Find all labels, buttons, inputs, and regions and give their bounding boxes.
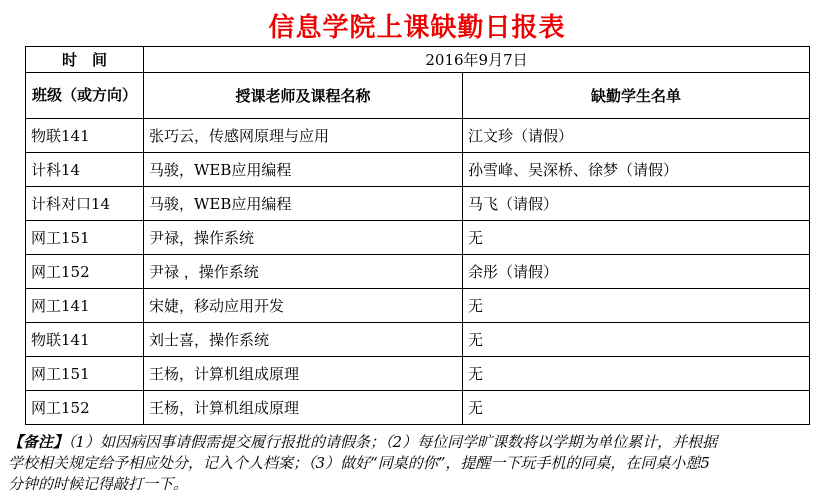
- teacher-course-cell: 王杨，计算机组成原理: [144, 391, 463, 425]
- table-row: [26, 119, 810, 153]
- class-header-cell: 班级（或方向）: [26, 73, 144, 119]
- teacher-course-cell: 张巧云，传感网原理与应用: [144, 119, 463, 153]
- absent-students-cell: 马飞（请假）: [463, 187, 810, 221]
- teacher-course-header-cell: 授课老师及课程名称: [144, 73, 463, 119]
- remark-label: 【备注】: [8, 433, 69, 451]
- class-cell: 计科对口14: [26, 187, 144, 221]
- table-row: [26, 391, 810, 425]
- class-cell: 网工151: [26, 221, 144, 255]
- remark-line: 分钟的时候记得敲打一下。: [8, 475, 189, 490]
- class-cell: 网工141: [26, 289, 144, 323]
- teacher-course-cell: 刘士喜，操作系统: [144, 323, 463, 357]
- table-row: [26, 153, 810, 187]
- teacher-course-cell: 马骏，WEB应用编程: [144, 153, 463, 187]
- absent-students-cell: 无: [463, 357, 810, 391]
- remark-line: [8, 432, 826, 453]
- table-row: [26, 187, 810, 221]
- table-row: [26, 323, 810, 357]
- absent-header-cell: 缺勤学生名单: [463, 73, 810, 119]
- absent-students-cell: 孙雪峰、吴深桥、徐梦（请假）: [463, 153, 810, 187]
- absent-students-cell: 江文珍（请假）: [463, 119, 810, 153]
- absent-students-cell: 无: [463, 221, 810, 255]
- time-row: [26, 47, 810, 73]
- header-row: [26, 73, 810, 119]
- teacher-course-cell: 尹禄 ，操作系统: [144, 255, 463, 289]
- teacher-course-cell: 宋婕，移动应用开发: [144, 289, 463, 323]
- remark-line: 学校相关规定给予相应处分，记入个人档案；（3）做好“同桌的你”，提醒一下玩手机的同桌，在同桌小憩5: [8, 454, 710, 472]
- class-cell: 物联141: [26, 119, 144, 153]
- class-cell: 计科14: [26, 153, 144, 187]
- page-title: 信息学院上课缺勤日报表: [268, 13, 566, 43]
- absent-students-cell: 无: [463, 323, 810, 357]
- attendance-table: [25, 46, 810, 425]
- teacher-course-cell: 马骏，WEB应用编程: [144, 187, 463, 221]
- remark: [8, 432, 826, 490]
- table-row: [26, 357, 810, 391]
- table-body: [26, 47, 810, 425]
- time-label-cell: 时 间: [26, 47, 144, 73]
- class-cell: 网工151: [26, 357, 144, 391]
- remark-text: （1）如因病因事请假需提交履行报批的请假条；（2）每位同学旷课数将以学期为单位累计，并根据: [68, 433, 718, 451]
- class-cell: 网工152: [26, 391, 144, 425]
- teacher-course-cell: 王杨，计算机组成原理: [144, 357, 463, 391]
- class-cell: 物联141: [26, 323, 144, 357]
- table-row: [26, 221, 810, 255]
- table-row: [26, 289, 810, 323]
- absent-students-cell: 无: [463, 391, 810, 425]
- absent-students-cell: 无: [463, 289, 810, 323]
- absent-students-cell: 余彤（请假）: [463, 255, 810, 289]
- date-cell: 2016年9月7日: [144, 47, 810, 73]
- class-cell: 网工152: [26, 255, 144, 289]
- teacher-course-cell: 尹禄，操作系统: [144, 221, 463, 255]
- table-row: [26, 255, 810, 289]
